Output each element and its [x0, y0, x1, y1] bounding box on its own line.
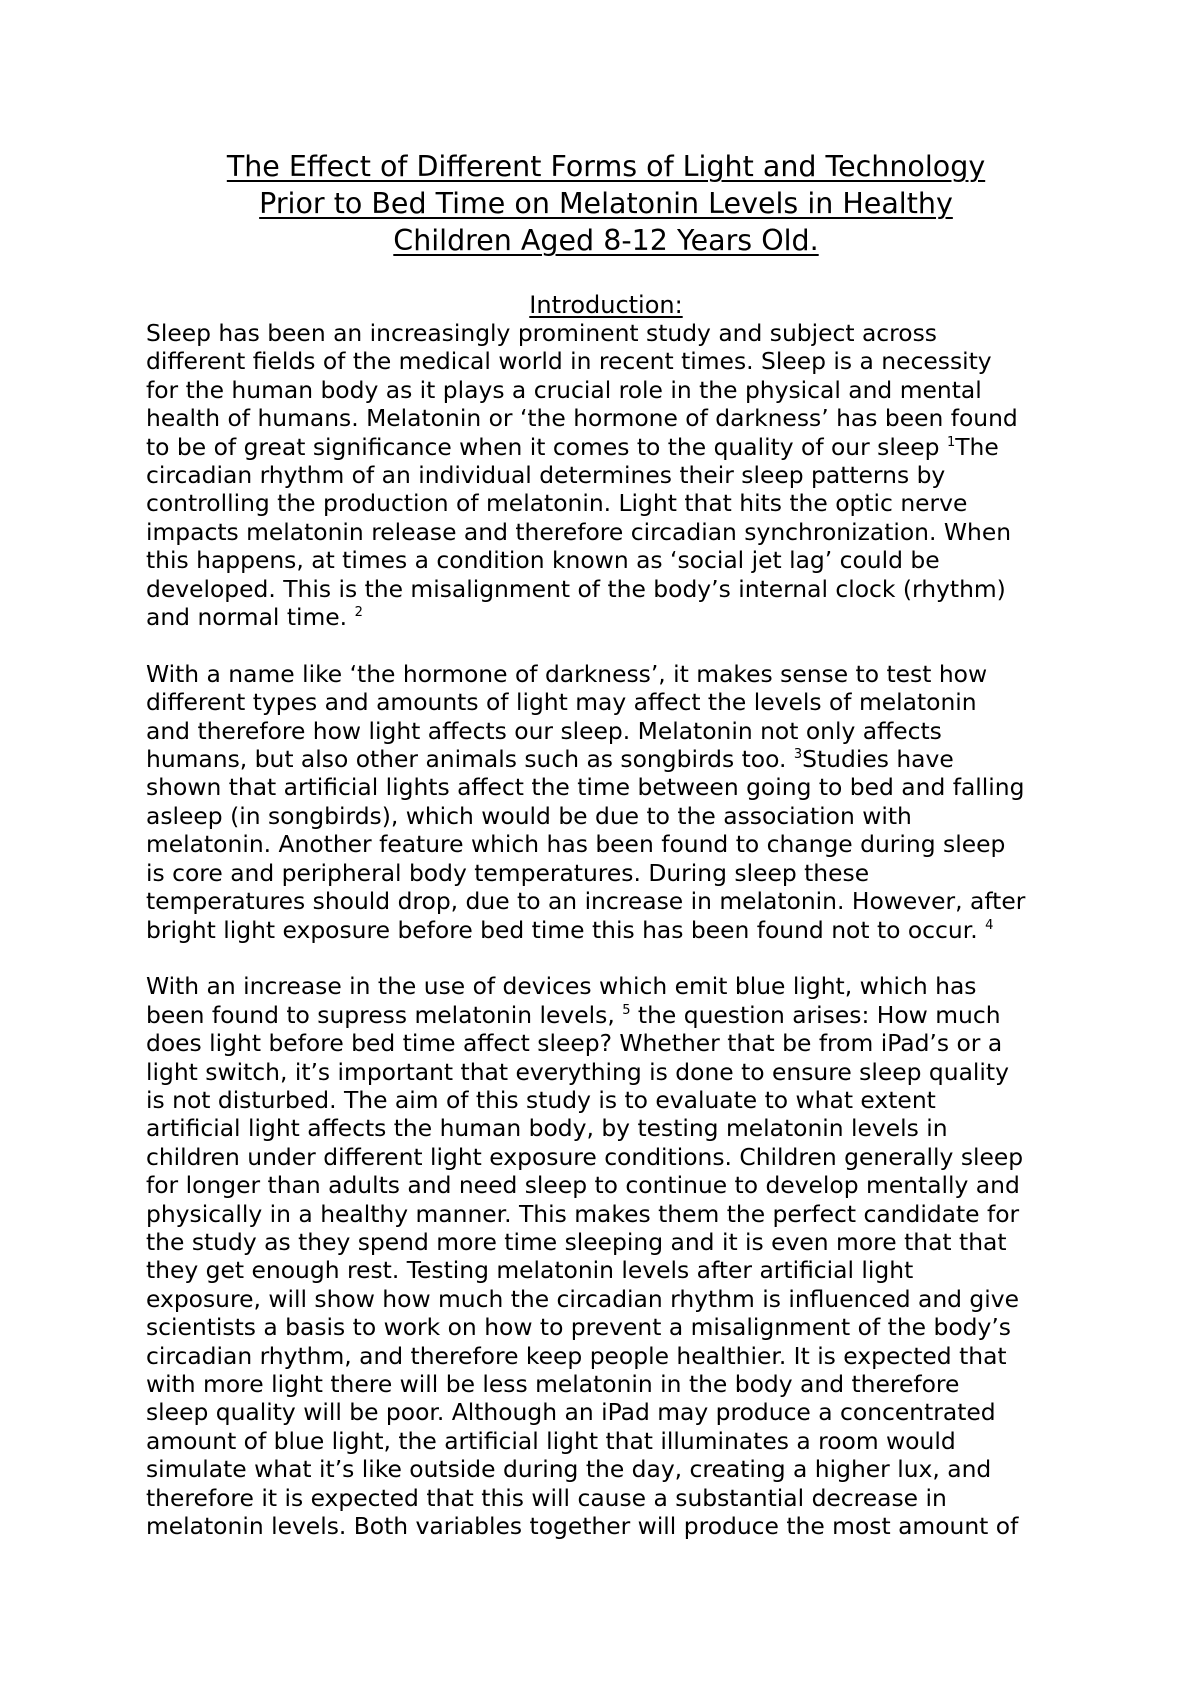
- text-line: [146, 1001, 1066, 1029]
- paragraph-gap: [146, 631, 1066, 659]
- title-line-1: The Effect of Different Forms of Light and Technology: [226, 150, 986, 183]
- text-line: [146, 1086, 1066, 1114]
- line-text: with more light there will be less melatonin in the body and therefore: [146, 1370, 960, 1398]
- line-text: therefore it is expected that this will cause a substantial decrease in: [146, 1483, 947, 1512]
- paragraph-2: [146, 660, 1066, 944]
- text-line: [146, 972, 1066, 1000]
- text-line: [146, 404, 1066, 432]
- line-text: simulate what it’s like outside during the day, creating a higher lux, and: [146, 1455, 992, 1484]
- paragraph-3: [146, 972, 1066, 1540]
- text-line: [146, 688, 1066, 716]
- line-text: With an increase in the use of devices which emit blue light, which has: [146, 972, 977, 1001]
- line-text: circadian rhythm, and therefore keep people healthier. It is expected that: [146, 1341, 1007, 1370]
- text-line: [146, 916, 1066, 944]
- footnote-ref: 1: [946, 434, 956, 450]
- line-text: different types and amounts of light may affect the levels of melatonin: [146, 688, 977, 717]
- paragraph-1: [146, 319, 1066, 631]
- text-line: [146, 1200, 1066, 1228]
- text-line: [146, 802, 1066, 830]
- text-line: [146, 1256, 1066, 1284]
- text-line: [146, 660, 1066, 688]
- line-text: and normal time.: [146, 603, 355, 632]
- text-line: [146, 1427, 1066, 1455]
- text-line: [146, 1455, 1066, 1483]
- text-line: [146, 1370, 1066, 1398]
- text-line: [146, 347, 1066, 375]
- title-line-2: Prior to Bed Time on Melatonin Levels in Healthy: [259, 187, 953, 220]
- text-line: [146, 1029, 1066, 1057]
- footnote-ref: 3: [793, 747, 803, 763]
- text-line: [146, 1398, 1066, 1426]
- line-text: physically in a healthy manner. This makes them the perfect candidate for: [146, 1199, 1020, 1228]
- line-text: to be of great significance when it comes to the quality of our sleep: [146, 432, 947, 461]
- line-text: With a name like ‘the hormone of darkness’, it makes sense to test how: [146, 659, 988, 688]
- line-text: for the human body as it plays a crucial role in the physical and mental: [146, 375, 982, 404]
- line-text: shown that artificial lights affect the time between going to bed and falling: [146, 773, 1025, 802]
- line-text: artificial light affects the human body, by testing melatonin levels in: [146, 1114, 948, 1143]
- line-text: health of humans. Melatonin or ‘the hormone of darkness’ has been found: [146, 404, 1018, 433]
- document-body: [146, 319, 1066, 1540]
- line-text: they get enough rest. Testing melatonin levels after artificial light: [146, 1256, 914, 1285]
- line-text: scientists a basis to work on how to prevent a misalignment of the body’s: [146, 1313, 1011, 1342]
- line-text: and therefore how light affects our sleep. Melatonin not only affects: [146, 716, 942, 745]
- line-text: asleep (in songbirds), which would be due to the association with: [146, 801, 912, 830]
- footnote-ref: 4: [985, 917, 994, 933]
- text-line: [146, 518, 1066, 546]
- text-line: [146, 319, 1066, 347]
- text-line: [146, 546, 1066, 574]
- text-line: [146, 575, 1066, 603]
- text-line: [146, 603, 1066, 631]
- line-text: is core and peripheral body temperatures. During sleep these: [146, 858, 870, 887]
- text-line: [146, 1114, 1066, 1142]
- line-text: light switch, it’s important that everything is done to ensure sleep quality: [146, 1057, 1009, 1086]
- line-text: for longer than adults and need sleep to continue to develop mentally and: [146, 1171, 1020, 1200]
- line-text: circadian rhythm of an individual determines their sleep patterns by: [146, 461, 946, 490]
- text-line: [146, 887, 1066, 915]
- line-text: bright light exposure before bed time this has been found not to occur.: [146, 915, 986, 944]
- text-line: [146, 1313, 1066, 1341]
- line-text: melatonin. Another feature which has been found to change during sleep: [146, 830, 1006, 859]
- text-line: [146, 489, 1066, 517]
- line-text-after: the question arises: How much: [630, 1000, 1001, 1029]
- title-line-3: Children Aged 8-12 Years Old.: [393, 224, 819, 257]
- line-text: exposure, will show how much the circadian rhythm is influenced and give: [146, 1284, 1020, 1313]
- line-text: sleep quality will be poor. Although an iPad may produce a concentrated: [146, 1398, 996, 1427]
- document-title: [146, 148, 1066, 259]
- line-text: children under different light exposure conditions. Children generally sleep: [146, 1142, 1024, 1171]
- footnote-ref: 5: [622, 1002, 631, 1018]
- line-text: been found to supress melatonin levels,: [146, 1000, 623, 1029]
- text-line: [146, 1143, 1066, 1171]
- text-line: [146, 745, 1066, 773]
- line-text: amount of blue light, the artificial light that illuminates a room would: [146, 1426, 956, 1455]
- text-line: [146, 1058, 1066, 1086]
- line-text: controlling the production of melatonin. Light that hits the optic nerve: [146, 489, 968, 518]
- text-line: [146, 461, 1066, 489]
- text-line: [146, 433, 1066, 461]
- line-text: the study as they spend more time sleeping and it is even more that that: [146, 1227, 1007, 1256]
- line-text: developed. This is the misalignment of the body’s internal clock (rhythm): [146, 574, 1006, 603]
- line-text: Sleep has been an increasingly prominent study and subject across: [146, 319, 937, 347]
- text-line: [146, 1342, 1066, 1370]
- text-line: [146, 376, 1066, 404]
- paragraph-gap: [146, 944, 1066, 972]
- line-text: melatonin levels. Both variables together will produce the most amount of: [146, 1512, 1019, 1541]
- text-line: [146, 1228, 1066, 1256]
- line-text: humans, but also other animals such as songbirds too.: [146, 745, 794, 774]
- line-text: this happens, at times a condition known as ‘social jet lag’ could be: [146, 546, 940, 575]
- text-line: [146, 1171, 1066, 1199]
- text-line: [146, 830, 1066, 858]
- document-page: [146, 148, 1066, 1540]
- line-text: is not disturbed. The aim of this study is to evaluate to what extent: [146, 1085, 936, 1114]
- line-text-after: The: [955, 432, 999, 461]
- footnote-ref: 2: [354, 605, 363, 621]
- text-line: [146, 1512, 1066, 1540]
- text-line: [146, 773, 1066, 801]
- section-heading-introduction: Introduction:: [529, 291, 683, 319]
- line-text: different fields of the medical world in recent times. Sleep is a necessity: [146, 347, 992, 376]
- text-line: [146, 859, 1066, 887]
- line-text: temperatures should drop, due to an increase in melatonin. However, after: [146, 887, 1026, 916]
- line-text: does light before bed time affect sleep? Whether that be from iPad’s or a: [146, 1029, 1003, 1058]
- text-line: [146, 717, 1066, 745]
- line-text: impacts melatonin release and therefore circadian synchronization. When: [146, 517, 1012, 546]
- line-text-after: Studies have: [802, 745, 954, 774]
- text-line: [146, 1484, 1066, 1512]
- text-line: [146, 1285, 1066, 1313]
